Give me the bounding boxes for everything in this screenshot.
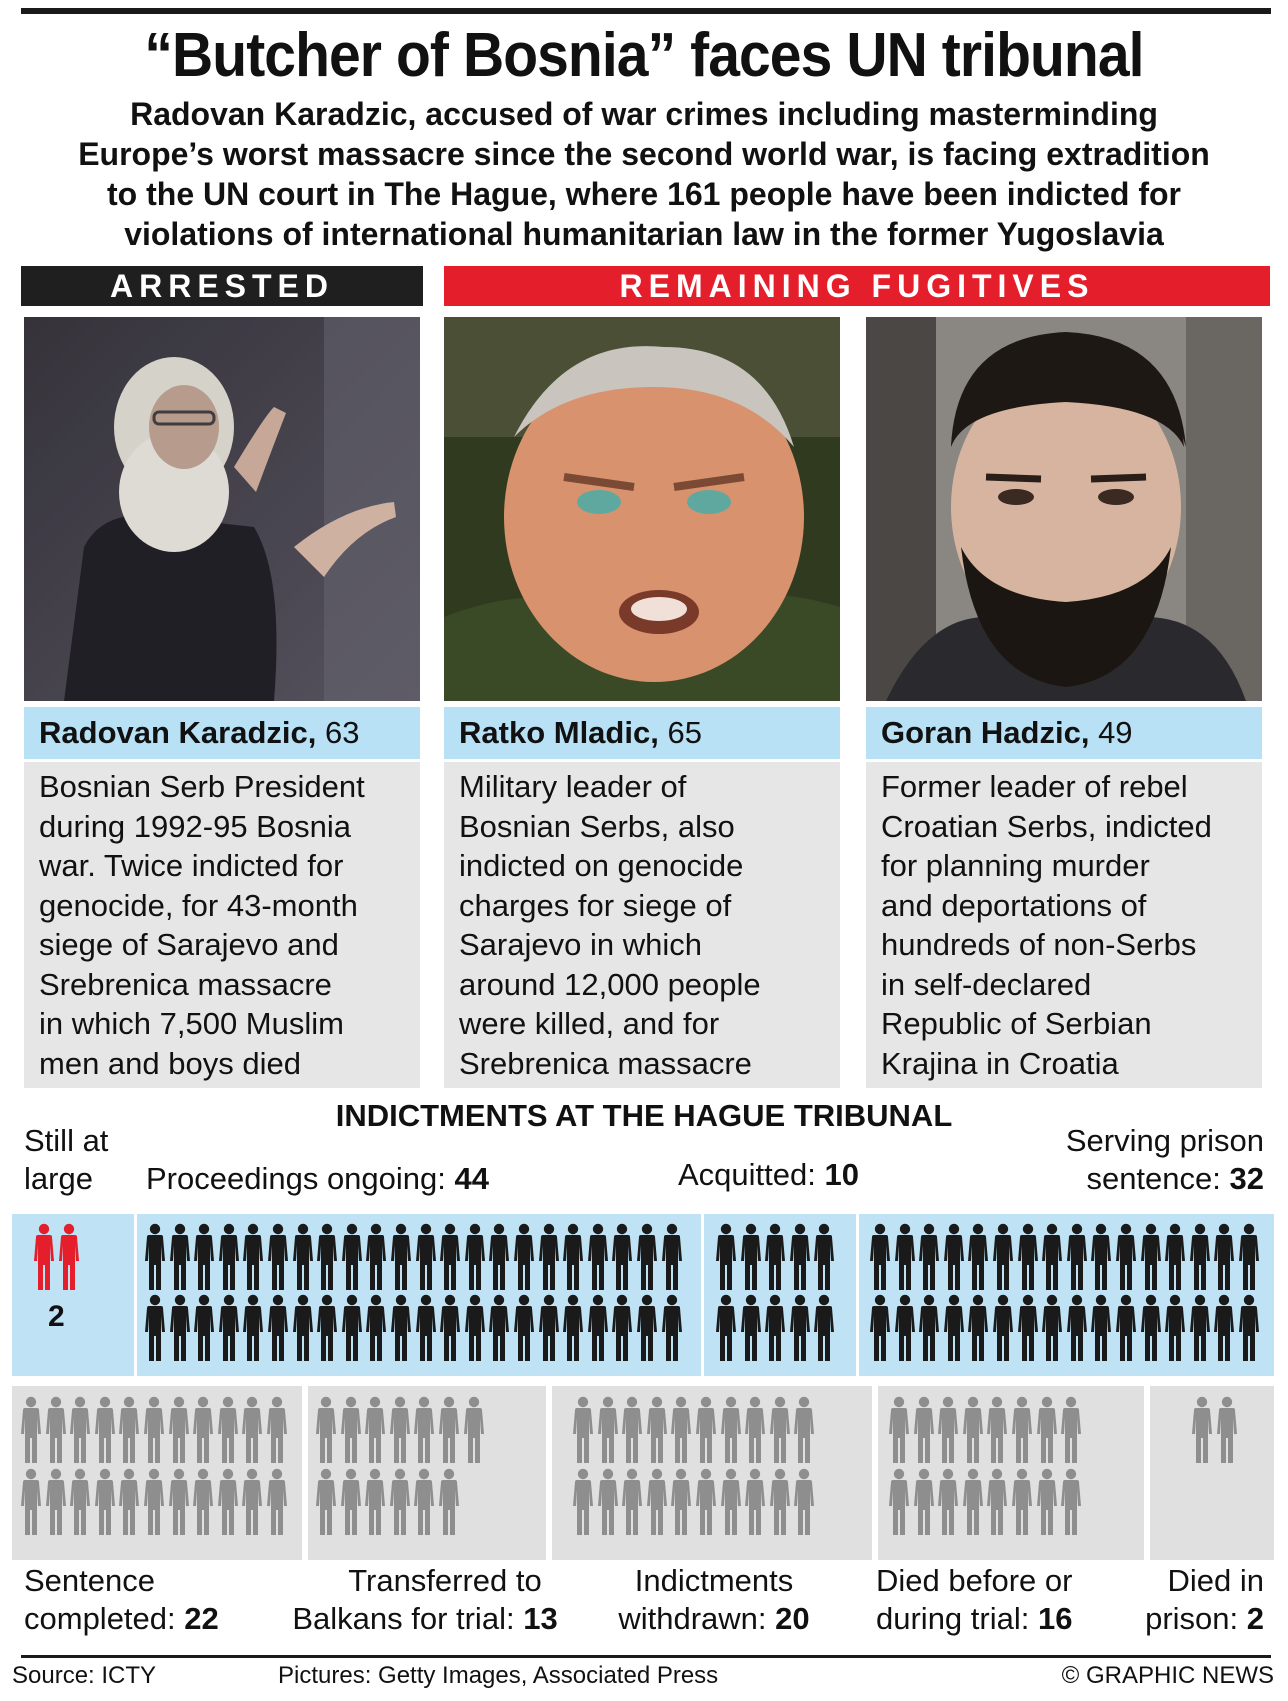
serving-label: Serving prison sentence: 32 (1065, 1123, 1264, 1196)
withdrawn-figure (794, 1468, 814, 1536)
pictures-credit: Pictures: Getty Images, Associated Press (278, 1662, 719, 1689)
serving-figure (895, 1223, 915, 1291)
withdrawn-figure (573, 1396, 593, 1464)
proceedings-figure (366, 1294, 386, 1362)
bio-line: in self-declared (881, 966, 1092, 1002)
proceedings-figure (194, 1223, 214, 1291)
serving-figure (1239, 1223, 1259, 1291)
died-prison-figure (1217, 1396, 1237, 1464)
serving-figure (1239, 1294, 1259, 1362)
hadzic-bio (866, 762, 1262, 1088)
serving-figure (1165, 1294, 1185, 1362)
proceedings-figure (366, 1223, 386, 1291)
withdrawn-figure (745, 1468, 765, 1536)
died-prison-figure (1192, 1396, 1212, 1464)
bio-line: for planning murder (881, 848, 1150, 883)
withdrawn-figure (770, 1396, 790, 1464)
died-trial-value: 16 (1037, 1601, 1073, 1636)
proceedings-figure (219, 1294, 239, 1362)
divider (701, 1214, 704, 1376)
died-trial-figure (987, 1396, 1007, 1464)
serving-figure (968, 1294, 988, 1362)
acquitted-label: Acquitted: 10 (678, 1157, 859, 1192)
sentence-completed-figure (70, 1396, 90, 1464)
proceedings-figure (317, 1223, 337, 1291)
subtitle-line: Europe’s worst massacre since the second world war, is facing extradition (78, 136, 1210, 172)
serving-figure (1214, 1223, 1234, 1291)
serving-figure (1190, 1223, 1210, 1291)
hadzic-namebar (866, 707, 1262, 759)
still-at-large-figure (59, 1223, 79, 1291)
proceedings-figure (489, 1294, 509, 1362)
serving-figure (870, 1223, 890, 1291)
serving-figure (1141, 1223, 1161, 1291)
proceedings-figure (465, 1223, 485, 1291)
died-trial-figure (914, 1396, 934, 1464)
mladic-namebar (444, 707, 840, 759)
withdrawn-figure (745, 1396, 765, 1464)
acquitted-value: 10 (824, 1157, 859, 1192)
still-at-large-figure (34, 1223, 54, 1291)
serving-figure (1042, 1294, 1062, 1362)
acquitted-figure (765, 1294, 785, 1362)
proceedings-figure (194, 1294, 214, 1362)
transferred-figure (341, 1396, 361, 1464)
proceedings-figure (170, 1294, 190, 1362)
sentence-completed-figure (267, 1396, 287, 1464)
serving-figure (1067, 1294, 1087, 1362)
bio-line: men and boys died (39, 1045, 301, 1081)
bio-line: in which 7,500 Muslim (39, 1006, 344, 1041)
bio-line: Sarajevo in which (459, 927, 702, 962)
proceedings-label: Proceedings ongoing: 44 (146, 1161, 489, 1196)
karadzic-bio (24, 762, 420, 1088)
withdrawn-figure (721, 1468, 741, 1536)
proceedings-figure (539, 1294, 559, 1362)
died-trial-figure (963, 1396, 983, 1464)
died-trial-figure (1061, 1396, 1081, 1464)
died-prison-panel (1150, 1386, 1274, 1560)
withdrawn-figure (721, 1396, 741, 1464)
proceedings-figure (588, 1294, 608, 1362)
sentence-completed-figure (193, 1396, 213, 1464)
mladic-photo (444, 317, 840, 701)
died-trial-figure (1061, 1468, 1081, 1536)
transferred-figure (414, 1468, 434, 1536)
acquitted-figure (716, 1294, 736, 1362)
withdrawn-figure (598, 1468, 618, 1536)
proceedings-figure (489, 1223, 509, 1291)
withdrawn-figure (598, 1396, 618, 1464)
transferred-figure (316, 1396, 336, 1464)
proceedings-figure (145, 1223, 165, 1291)
bio-line: Croatian Serbs, indicted (881, 808, 1212, 844)
bio-line: around 12,000 people (459, 966, 761, 1002)
died-trial-figure (914, 1468, 934, 1536)
sentence-completed-figure (267, 1468, 287, 1536)
sentence-completed-figure (46, 1396, 66, 1464)
acquitted-figure (716, 1223, 736, 1291)
hadzic-photo (866, 317, 1262, 701)
proceedings-figure (612, 1294, 632, 1362)
sentence-completed-value: 22 (184, 1601, 219, 1636)
bio-line: and deportations of (881, 887, 1147, 923)
mladic-bio (444, 762, 840, 1088)
transferred-value: 13 (523, 1601, 558, 1636)
arrested-banner: ARRESTED (21, 266, 423, 306)
profile-age: 63 (325, 715, 360, 750)
proceedings-figure (391, 1294, 411, 1362)
karadzic-photo (24, 317, 420, 701)
subtitle-line: to the UN court in The Hague, where 161 people have been indicted for (107, 176, 1181, 212)
transferred-figure (464, 1396, 484, 1464)
serving-figure (919, 1223, 939, 1291)
profile-name: Goran Hadzic, (881, 715, 1090, 750)
sentence-completed-figure (119, 1396, 139, 1464)
subtitle-line: violations of international humanitarian law in the former Yugoslavia (124, 216, 1164, 252)
serving-figure (944, 1223, 964, 1291)
proceedings-figure (293, 1294, 313, 1362)
bio-line: Srebrenica massacre (459, 1045, 752, 1081)
profile-age: 65 (667, 715, 702, 750)
acquitted-figure (741, 1223, 761, 1291)
top-rule (21, 8, 1271, 14)
sentence-completed-figure (21, 1396, 41, 1464)
died-prison-label: Died in prison: 2 (1145, 1563, 1264, 1636)
proceedings-figure (563, 1223, 583, 1291)
proceedings-figure (170, 1223, 190, 1291)
proceedings-figure (612, 1223, 632, 1291)
serving-figure (1042, 1223, 1062, 1291)
bio-line: Military leader of (459, 769, 687, 804)
serving-figure (993, 1294, 1013, 1362)
acquitted-figure (790, 1223, 810, 1291)
serving-figure (968, 1223, 988, 1291)
acquitted-figure (790, 1294, 810, 1362)
sentence-completed-figure (119, 1468, 139, 1536)
died-trial-label: Died before or during trial: 16 (876, 1563, 1073, 1636)
died-trial-figure (889, 1396, 909, 1464)
proceedings-figure (465, 1294, 485, 1362)
proceedings-figure (637, 1294, 657, 1362)
transferred-label: Transferred to Balkans for trial: 13 (292, 1563, 558, 1636)
serving-figure (1067, 1223, 1087, 1291)
sentence-completed-figure (169, 1468, 189, 1536)
proceedings-figure (317, 1294, 337, 1362)
proceedings-figure (268, 1223, 288, 1291)
bio-line: Srebrenica massacre (39, 966, 332, 1002)
serving-figure (895, 1294, 915, 1362)
copyright-credit: © GRAPHIC NEWS (1061, 1662, 1274, 1689)
sentence-completed-figure (144, 1396, 164, 1464)
serving-figure (870, 1294, 890, 1362)
acquitted-figure (814, 1294, 834, 1362)
proceedings-figure (539, 1223, 559, 1291)
sentence-completed-figure (144, 1468, 164, 1536)
died-trial-figure (987, 1468, 1007, 1536)
serving-figure (1018, 1294, 1038, 1362)
serving-figure (1116, 1223, 1136, 1291)
serving-figure (1190, 1294, 1210, 1362)
serving-figure (1018, 1223, 1038, 1291)
transferred-figure (414, 1396, 434, 1464)
proceedings-figure (662, 1294, 682, 1362)
still-at-large-count: 2 (48, 1300, 65, 1333)
proceedings-figure (342, 1294, 362, 1362)
died-trial-figure (963, 1468, 983, 1536)
indictments-title: INDICTMENTS AT THE HAGUE TRIBUNAL (335, 1098, 953, 1133)
died-trial-figure (1037, 1396, 1057, 1464)
transferred-figure (365, 1468, 385, 1536)
acquitted-figure (765, 1223, 785, 1291)
withdrawn-figure (647, 1396, 667, 1464)
serving-figure (1214, 1294, 1234, 1362)
withdrawn-figure (696, 1468, 716, 1536)
serving-figure (1116, 1294, 1136, 1362)
sentence-completed-figure (70, 1468, 90, 1536)
withdrawn-figure (671, 1396, 691, 1464)
withdrawn-figure (770, 1468, 790, 1536)
proceedings-figure (563, 1294, 583, 1362)
transferred-figure (365, 1396, 385, 1464)
withdrawn-value: 20 (775, 1601, 810, 1636)
died-trial-figure (889, 1468, 909, 1536)
divider (134, 1214, 137, 1376)
withdrawn-figure (671, 1468, 691, 1536)
transferred-figure (390, 1396, 410, 1464)
proceedings-figure (440, 1294, 460, 1362)
subtitle-line: Radovan Karadzic, accused of war crimes including masterminding (130, 96, 1158, 132)
bio-line: siege of Sarajevo and (39, 927, 339, 962)
bio-line: hundreds of non-Serbs (881, 927, 1197, 962)
divider (856, 1214, 859, 1376)
withdrawn-figure (622, 1396, 642, 1464)
karadzic-namebar (24, 707, 420, 759)
sentence-completed-figure (169, 1396, 189, 1464)
serving-figure (1091, 1294, 1111, 1362)
sentence-completed-figure (218, 1396, 238, 1464)
proceedings-figure (243, 1223, 263, 1291)
proceedings-figure (662, 1223, 682, 1291)
bio-line: Former leader of rebel (881, 769, 1188, 804)
died-trial-figure (938, 1396, 958, 1464)
withdrawn-figure (794, 1396, 814, 1464)
died-trial-figure (1012, 1396, 1032, 1464)
died-trial-figure (938, 1468, 958, 1536)
proceedings-figure (588, 1223, 608, 1291)
proceedings-figure (637, 1223, 657, 1291)
died-trial-figure (1037, 1468, 1057, 1536)
bio-line: were killed, and for (459, 1006, 720, 1041)
proceedings-figure (391, 1223, 411, 1291)
serving-figure (1165, 1223, 1185, 1291)
profile-name: Radovan Karadzic, (39, 715, 317, 750)
died-trial-figure (1012, 1468, 1032, 1536)
proceedings-figure (342, 1223, 362, 1291)
sentence-completed-figure (218, 1468, 238, 1536)
serving-figure (944, 1294, 964, 1362)
proceedings-figure (514, 1294, 534, 1362)
serving-value: 32 (1229, 1161, 1264, 1196)
sentence-completed-figure (46, 1468, 66, 1536)
sentence-completed-figure (193, 1468, 213, 1536)
subtitle (10, 94, 1278, 254)
transferred-figure (439, 1396, 459, 1464)
withdrawn-figure (696, 1396, 716, 1464)
withdrawn-figure (573, 1468, 593, 1536)
transferred-figure (390, 1468, 410, 1536)
serving-figure (1091, 1223, 1111, 1291)
bottom-rule (21, 1655, 1271, 1658)
profile-name: Ratko Mladic, (459, 715, 659, 750)
proceedings-figure (440, 1223, 460, 1291)
bio-line: Krajina in Croatia (881, 1045, 1119, 1081)
page-title: “Butcher of Bosnia” faces UN tribunal (144, 21, 1144, 90)
sentence-completed-figure (95, 1396, 115, 1464)
source-credit: Source: ICTY (12, 1662, 157, 1689)
bio-line: war. Twice indicted for (39, 848, 344, 883)
still-at-large-label: Still at large (24, 1123, 109, 1196)
transferred-figure (439, 1468, 459, 1536)
sentence-completed-figure (242, 1396, 262, 1464)
proceedings-figure (416, 1294, 436, 1362)
bio-line: genocide, for 43-month (39, 887, 358, 923)
sentence-completed-figure (21, 1468, 41, 1536)
transferred-figure (341, 1468, 361, 1536)
serving-figure (1141, 1294, 1161, 1362)
withdrawn-figure (622, 1468, 642, 1536)
acquitted-figure (741, 1294, 761, 1362)
withdrawn-figure (647, 1468, 667, 1536)
proceedings-value: 44 (454, 1161, 489, 1196)
bio-line: during 1992-95 Bosnia (39, 808, 351, 844)
bio-line: Bosnian Serbs, also (459, 808, 735, 844)
sentence-completed-label: Sentence completed: 22 (24, 1563, 219, 1636)
profile-age: 49 (1098, 715, 1133, 750)
died-prison-value: 2 (1246, 1601, 1264, 1636)
bio-line: Republic of Serbian (881, 1006, 1152, 1041)
proceedings-figure (293, 1223, 313, 1291)
withdrawn-label: Indictments withdrawn: 20 (618, 1563, 810, 1636)
bio-line: charges for siege of (459, 887, 732, 923)
proceedings-figure (145, 1294, 165, 1362)
sentence-completed-figure (242, 1468, 262, 1536)
sentence-completed-figure (95, 1468, 115, 1536)
proceedings-figure (416, 1223, 436, 1291)
proceedings-figure (268, 1294, 288, 1362)
proceedings-figure (243, 1294, 263, 1362)
serving-figure (993, 1223, 1013, 1291)
fugitives-banner: REMAINING FUGITIVES (444, 266, 1270, 306)
transferred-figure (316, 1468, 336, 1536)
bio-line: Bosnian Serb President (39, 769, 365, 804)
proceedings-figure (514, 1223, 534, 1291)
acquitted-figure (814, 1223, 834, 1291)
proceedings-figure (219, 1223, 239, 1291)
bio-line: indicted on genocide (459, 848, 744, 883)
serving-figure (919, 1294, 939, 1362)
